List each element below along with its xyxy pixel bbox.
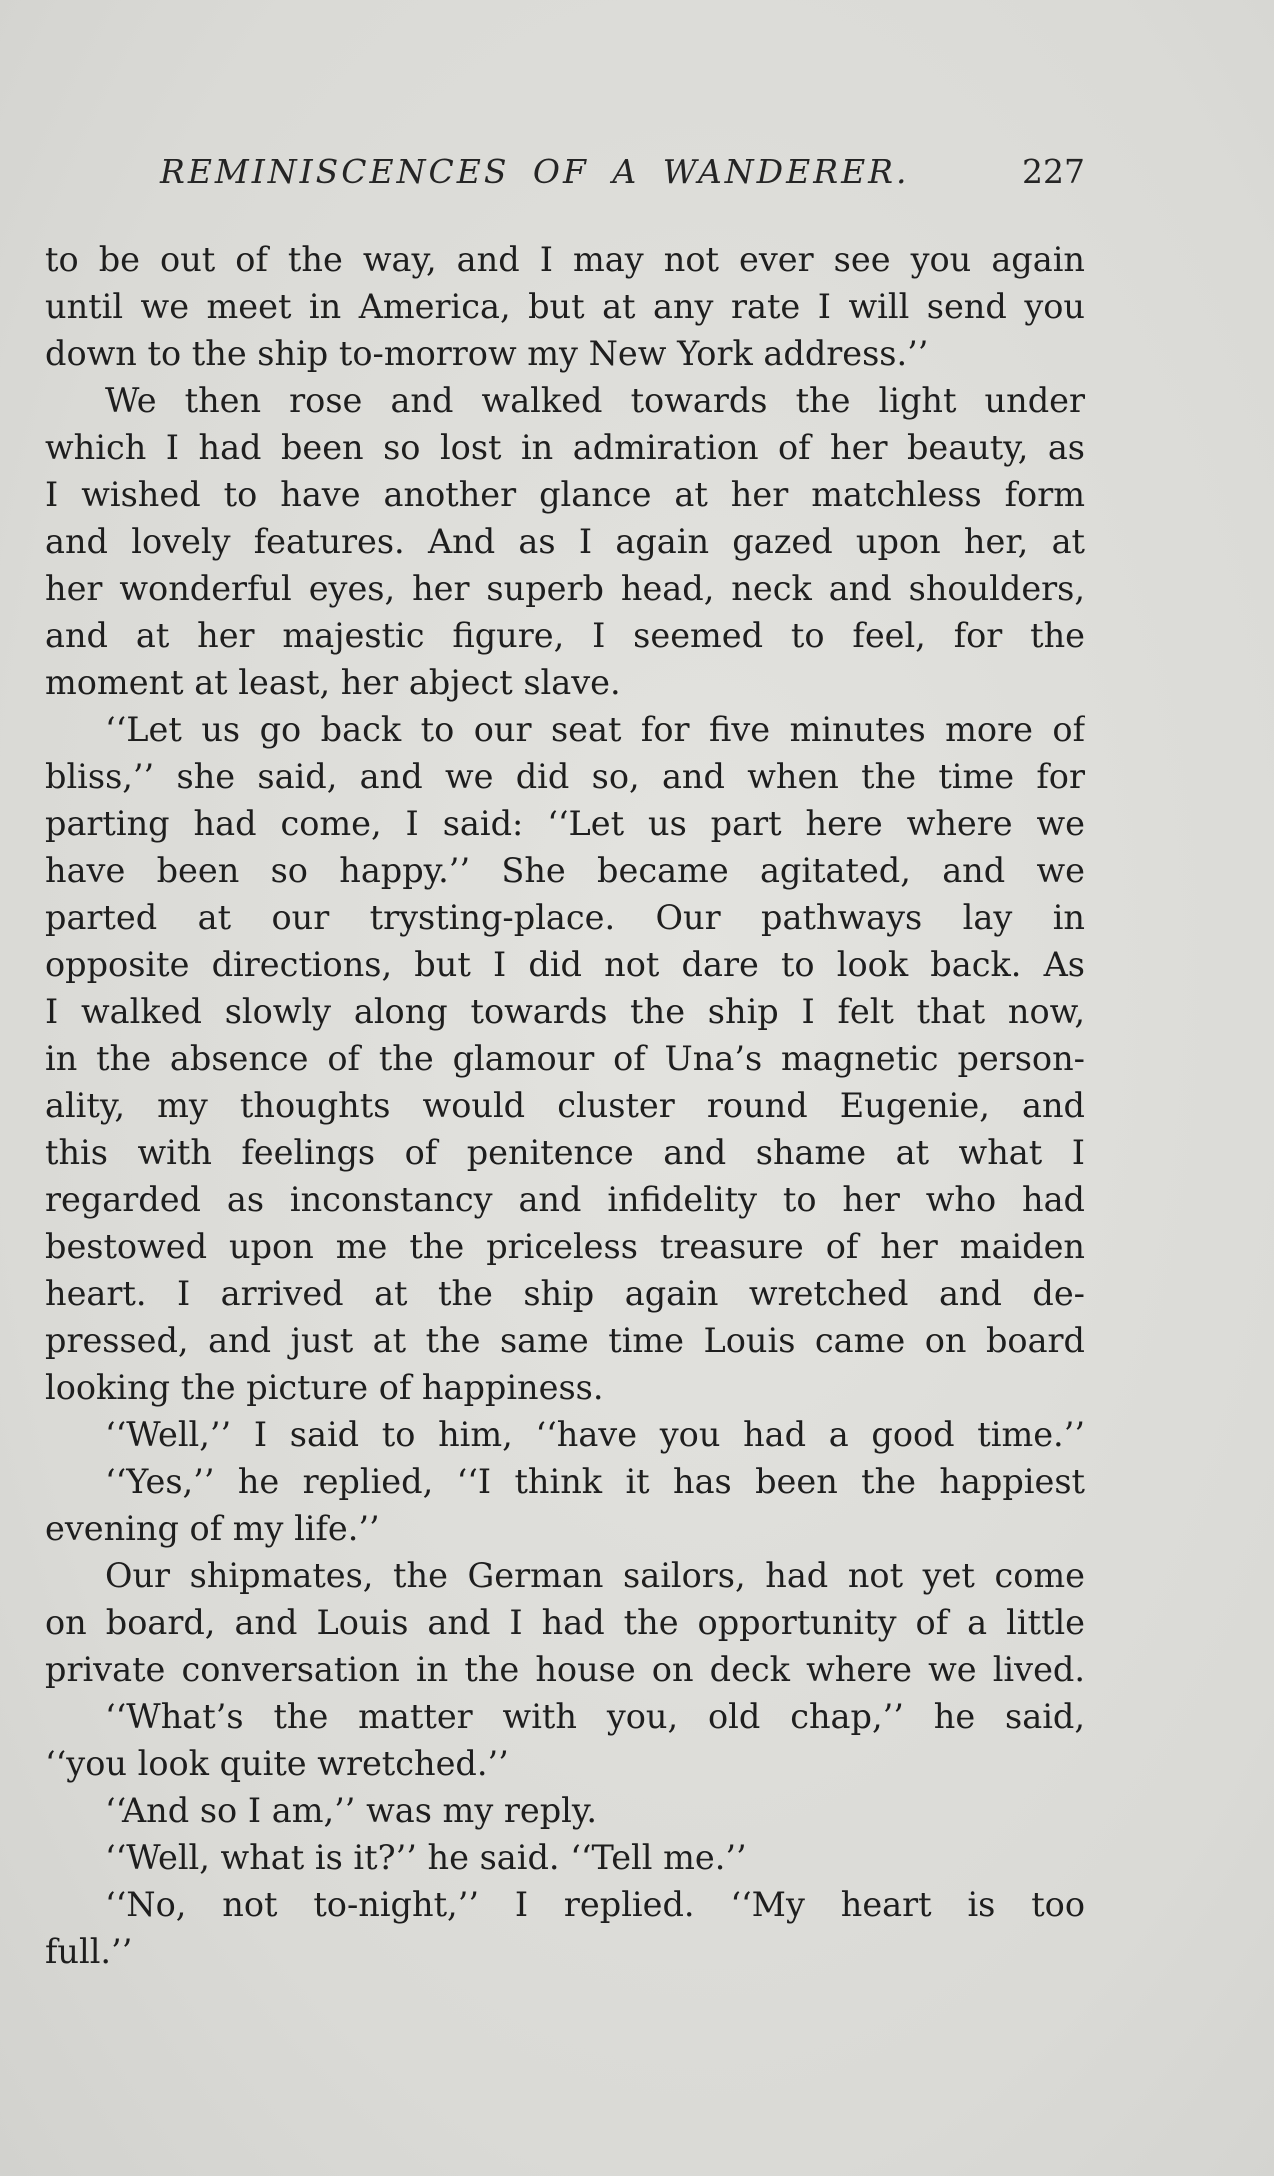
text-line: ‘‘Yes,’’ he replied, ‘‘I think it has been the happiest	[105, 1462, 1085, 1501]
text-line: ‘‘you look quite wretched.’’	[45, 1744, 509, 1783]
text-line: to be out of the way, and I may not ever see you again	[45, 240, 1085, 279]
text-line: Our shipmates, the German sailors, had not yet come	[105, 1556, 1085, 1595]
text-line: parted at our trysting-place. Our pathways lay in	[45, 898, 1085, 937]
text-line: on board, and Louis and I had the opportunity of a little	[45, 1603, 1085, 1642]
text-line: in the absence of the glamour of Una’s magnetic person-	[45, 1039, 1085, 1078]
text-line: until we meet in America, but at any rate I will send you	[45, 287, 1085, 326]
running-head	[160, 152, 1085, 202]
text-line: this with feelings of penitence and shame at what I	[45, 1133, 1085, 1172]
text-line: down to the ship to-morrow my New York address.’’	[45, 334, 929, 373]
text-line: opposite directions, but I did not dare to look back. As	[45, 945, 1085, 984]
text-line: bestowed upon me the priceless treasure of her maiden	[45, 1227, 1085, 1266]
text-line: I wished to have another glance at her matchless form	[45, 475, 1085, 514]
text-line: ‘‘Well,’’ I said to him, ‘‘have you had a good time.’’	[105, 1415, 1085, 1454]
running-title: REMINISCENCES OF A WANDERER.	[160, 152, 910, 191]
text-line: private conversation in the house on deck where we lived.	[45, 1650, 1085, 1689]
text-line: have been so happy.’’ She became agitated, and we	[45, 851, 1085, 890]
text-line: her wonderful eyes, her superb head, neck and shoulders,	[45, 569, 1085, 608]
text-line: regarded as inconstancy and infidelity to her who had	[45, 1180, 1085, 1219]
text-line: evening of my life.’’	[45, 1509, 380, 1548]
text-line: ‘‘Well, what is it?’’ he said. ‘‘Tell me.’’	[105, 1838, 747, 1877]
text-line: pressed, and just at the same time Louis came on board	[45, 1321, 1085, 1360]
text-line: ality, my thoughts would cluster round Eugenie, and	[45, 1086, 1085, 1125]
body-text	[45, 236, 1085, 1975]
text-line: moment at least, her abject slave.	[45, 663, 621, 702]
text-line: ‘‘What’s the matter with you, old chap,’’ he said,	[105, 1697, 1085, 1736]
text-line: bliss,’’ she said, and we did so, and when the time for	[45, 757, 1085, 796]
text-line: and lovely features. And as I again gazed upon her, at	[45, 522, 1085, 561]
text-line: heart. I arrived at the ship again wretched and de-	[45, 1274, 1085, 1313]
text-line: which I had been so lost in admiration of her beauty, as	[45, 428, 1085, 467]
page-number: 227	[1022, 152, 1085, 191]
text-line: ‘‘And so I am,’’ was my reply.	[105, 1791, 598, 1830]
text-line: I walked slowly along towards the ship I felt that now,	[45, 992, 1085, 1031]
text-line: ‘‘Let us go back to our seat for five minutes more of	[105, 710, 1085, 749]
text-line: ‘‘No, not to-night,’’ I replied. ‘‘My heart is too	[105, 1885, 1085, 1924]
text-line: parting had come, I said: ‘‘Let us part here where we	[45, 804, 1085, 843]
text-line: We then rose and walked towards the light under	[105, 381, 1085, 420]
text-line: and at her majestic figure, I seemed to feel, for the	[45, 616, 1085, 655]
text-line: full.’’	[45, 1932, 133, 1971]
text-line: looking the picture of happiness.	[45, 1368, 604, 1407]
